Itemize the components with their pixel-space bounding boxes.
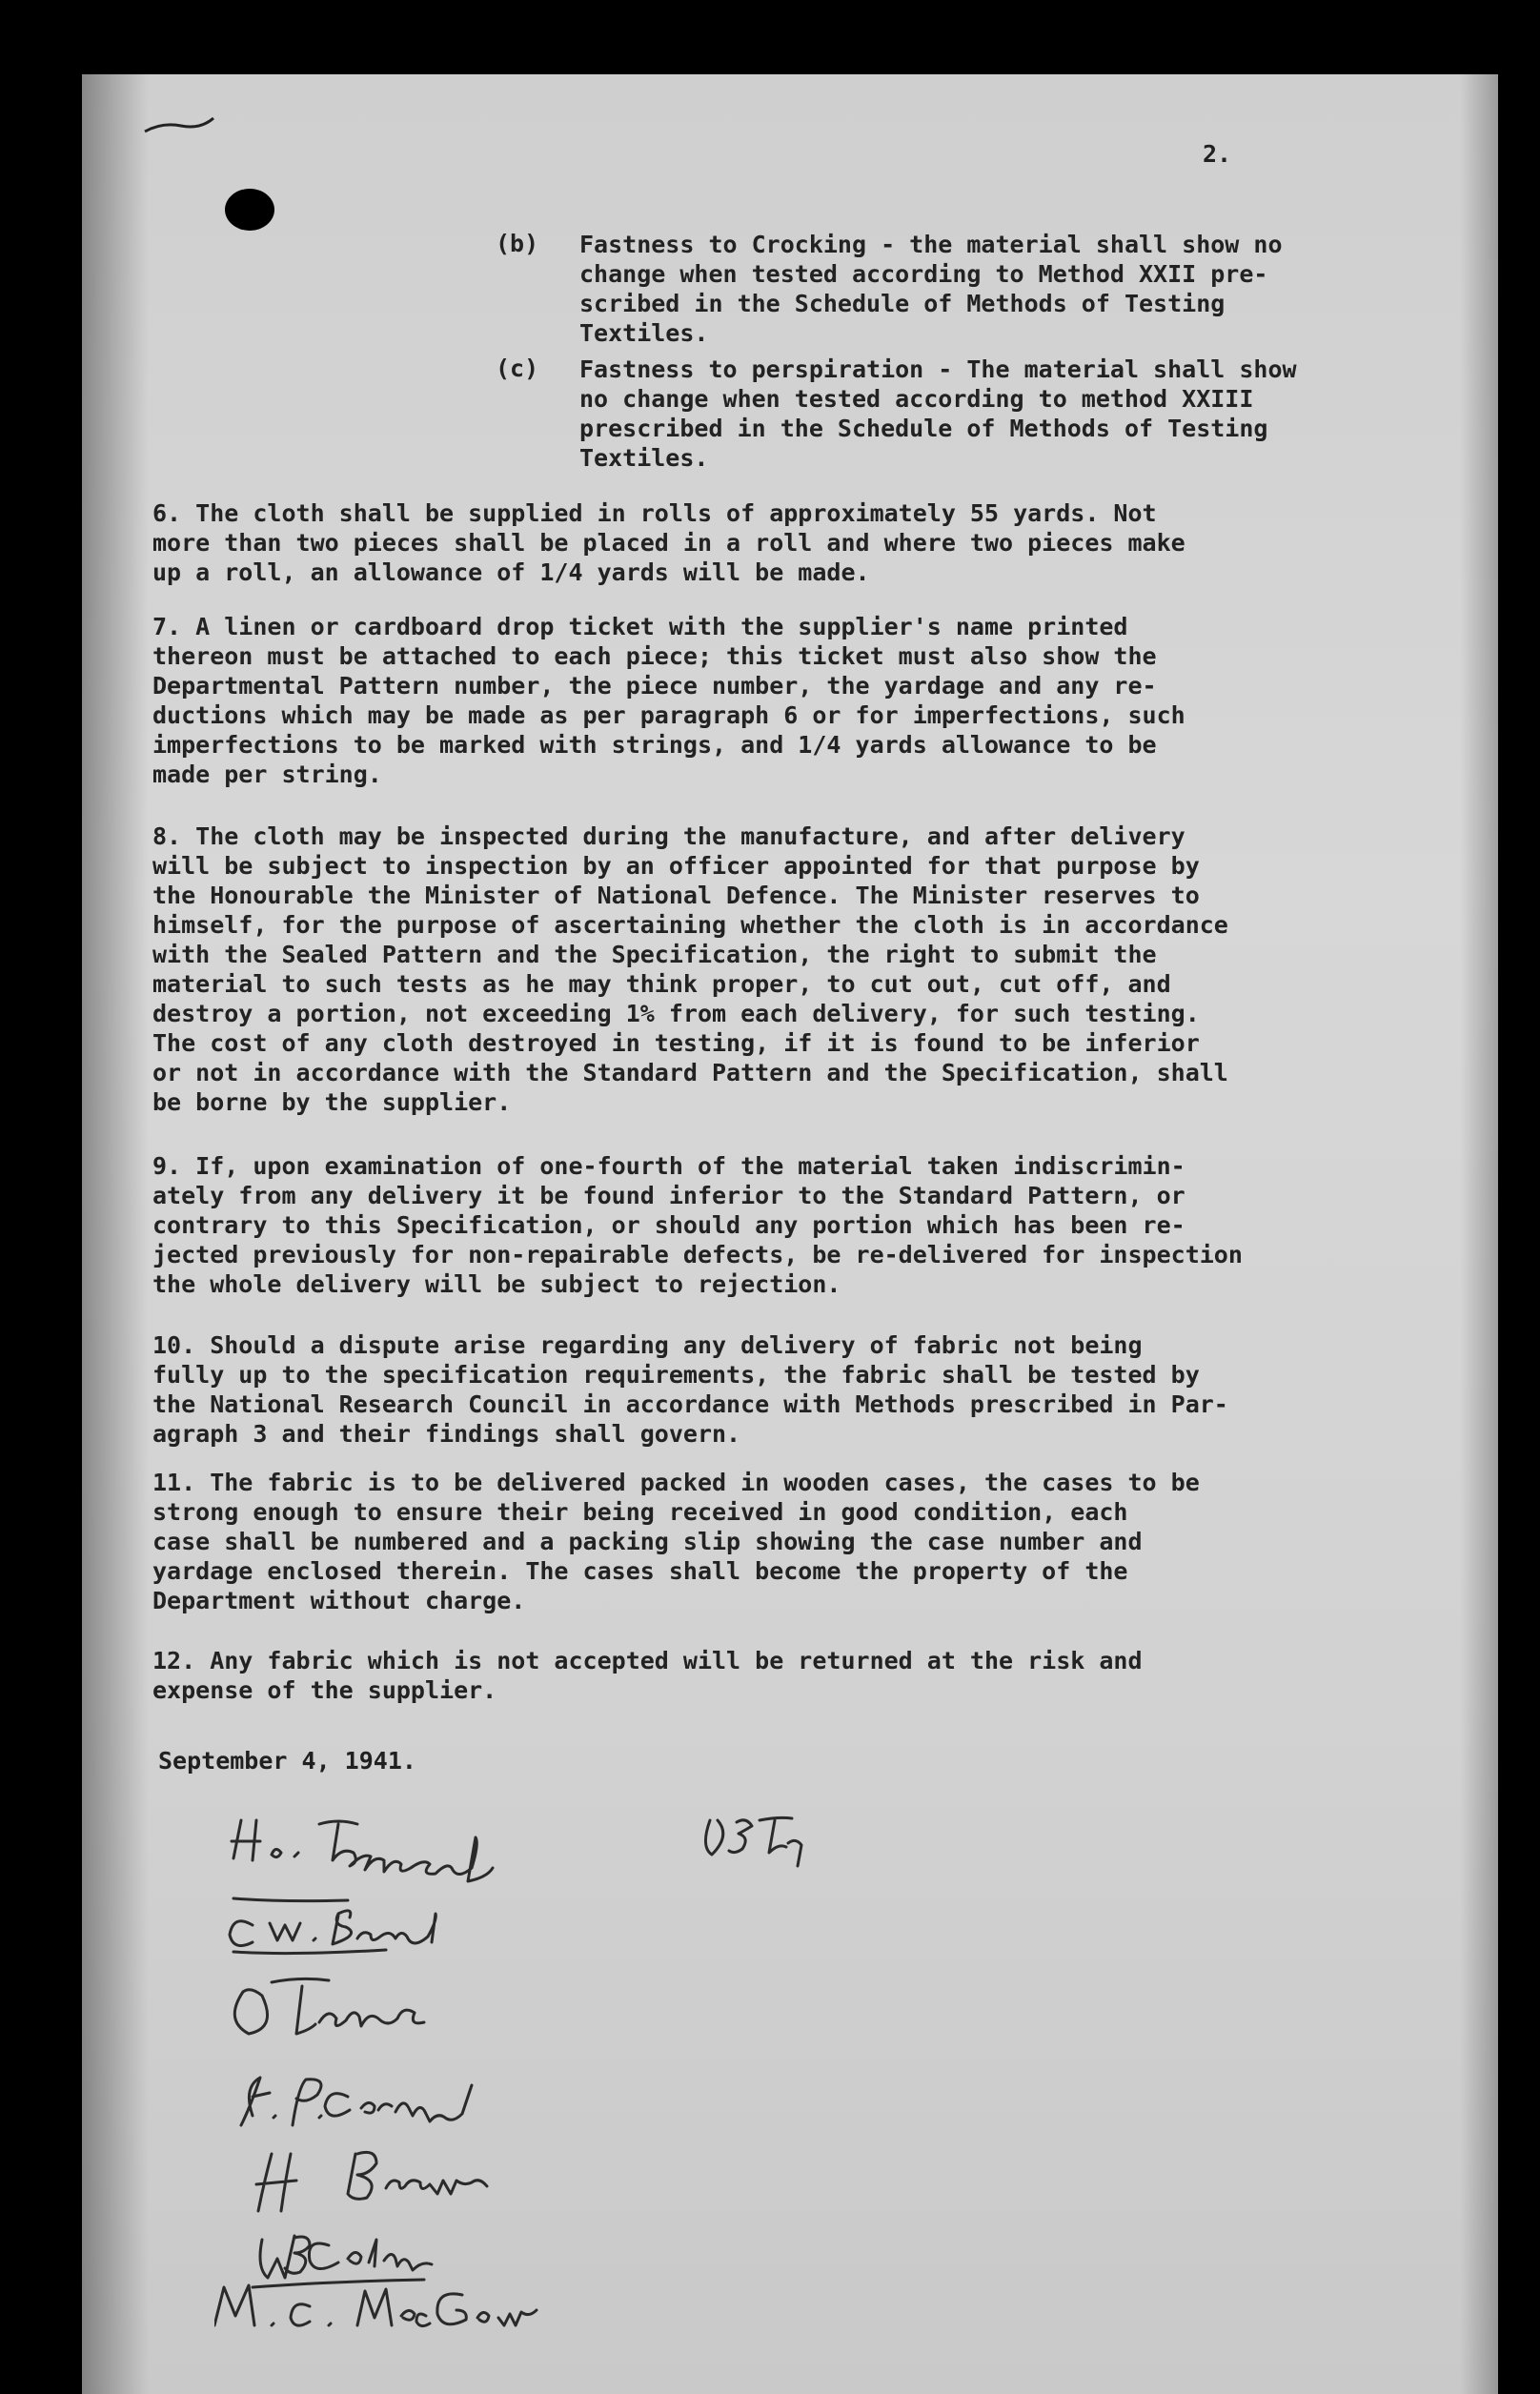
paragraph-line: expense of the supplier. xyxy=(152,1676,497,1704)
paragraph-line: made per string. xyxy=(152,761,382,788)
item-line: Textiles. xyxy=(579,444,709,472)
paragraph-7 xyxy=(152,612,1429,789)
punch-hole xyxy=(225,189,274,231)
paragraph-line: ductions which may be made as per paragraph 6 or for imperfections, such xyxy=(152,701,1185,729)
pencil-mark xyxy=(143,112,215,139)
item-tag: (b) xyxy=(496,230,539,257)
paragraph-line: 7. A linen or cardboard drop ticket with the supplier's name printed xyxy=(152,613,1128,640)
page-number: 2. xyxy=(1203,140,1232,168)
paragraph-12 xyxy=(152,1646,1429,1705)
paragraph-line: fully up to the specification requirements, the fabric shall be tested by xyxy=(152,1361,1200,1389)
paragraph-line: 12. Any fabric which is not accepted will be returned at the risk and xyxy=(152,1647,1143,1674)
paragraph-6 xyxy=(152,498,1429,587)
item-line: scribed in the Schedule of Methods of Testing xyxy=(579,290,1226,317)
paragraph-line: 9. If, upon examination of one-fourth of the material taken indiscrimin- xyxy=(152,1152,1185,1180)
paragraph-line: imperfections to be marked with strings, and 1/4 yards allowance to be xyxy=(152,731,1157,759)
paragraph-line: yardage enclosed therein. The cases shall become the property of the xyxy=(152,1557,1128,1585)
paragraph-line: Departmental Pattern number, the piece number, the yardage and any re- xyxy=(152,672,1157,700)
paragraph-line: more than two pieces shall be placed in a roll and where two pieces make xyxy=(152,529,1185,557)
paragraph-line: contrary to this Specification, or should any portion which has been re- xyxy=(152,1211,1185,1239)
paragraph-line: agraph 3 and their findings shall govern. xyxy=(152,1420,741,1448)
paragraph-11 xyxy=(152,1468,1429,1615)
paragraph-line: the whole delivery will be subject to rejection. xyxy=(152,1270,841,1298)
paragraph-line: 11. The fabric is to be delivered packed in wooden cases, the cases to be xyxy=(152,1469,1200,1496)
paragraph-line: destroy a portion, not exceeding 1% from each delivery, for such testing. xyxy=(152,1000,1200,1027)
signatures-block xyxy=(214,1811,881,2344)
paragraph-line: the Honourable the Minister of National Defence. The Minister reserves to xyxy=(152,882,1200,909)
paragraph-line: material to such tests as he may think proper, to cut out, cut off, and xyxy=(152,970,1171,998)
item-line: Textiles. xyxy=(579,319,709,347)
document-date: September 4, 1941. xyxy=(158,1747,416,1775)
paragraph-line: Department without charge. xyxy=(152,1587,526,1614)
paragraph-line: strong enough to ensure their being received in good condition, each xyxy=(152,1498,1128,1526)
paragraph-line: the National Research Council in accordance with Methods prescribed in Par- xyxy=(152,1390,1228,1418)
item-tag: (c) xyxy=(496,355,539,382)
paragraph-line: himself, for the purpose of ascertaining whether the cloth is in accordance xyxy=(152,911,1228,939)
item-line: change when tested according to Method XXII pre- xyxy=(579,260,1268,288)
paragraph-line: with the Sealed Pattern and the Specification, the right to submit the xyxy=(152,941,1157,968)
item-line: prescribed in the Schedule of Methods of Testing xyxy=(579,415,1268,442)
item-line: Fastness to Crocking - the material shall show no xyxy=(579,231,1283,258)
paragraph-8 xyxy=(152,822,1429,1117)
paragraph-line: 10. Should a dispute arise regarding any delivery of fabric not being xyxy=(152,1331,1143,1359)
paragraph-line: jected previously for non-repairable defects, be re-delivered for inspection xyxy=(152,1241,1243,1268)
paragraph-line: The cost of any cloth destroyed in testing, if it is found to be inferior xyxy=(152,1029,1200,1057)
paragraph-line: 8. The cloth may be inspected during the manufacture, and after delivery xyxy=(152,822,1185,850)
paragraph-line: will be subject to inspection by an officer appointed for that purpose by xyxy=(152,852,1200,880)
paragraph-10 xyxy=(152,1330,1429,1449)
paragraph-line: ately from any delivery it be found inferior to the Standard Pattern, or xyxy=(152,1182,1185,1209)
paragraph-line: case shall be numbered and a packing slip showing the case number and xyxy=(152,1528,1143,1555)
paragraph-line: thereon must be attached to each piece; this ticket must also show the xyxy=(152,642,1157,670)
paragraph-line: up a roll, an allowance of 1/4 yards will be made. xyxy=(152,558,870,586)
paragraph-9 xyxy=(152,1151,1429,1299)
item-line: no change when tested according to method XXIII xyxy=(579,385,1254,413)
paragraph-line: or not in accordance with the Standard Pattern and the Specification, shall xyxy=(152,1059,1228,1086)
item-line: Fastness to perspiration - The material shall show xyxy=(579,355,1297,383)
paragraph-line: 6. The cloth shall be supplied in rolls of approximately 55 yards. Not xyxy=(152,499,1157,527)
paragraph-line: be borne by the supplier. xyxy=(152,1088,512,1116)
